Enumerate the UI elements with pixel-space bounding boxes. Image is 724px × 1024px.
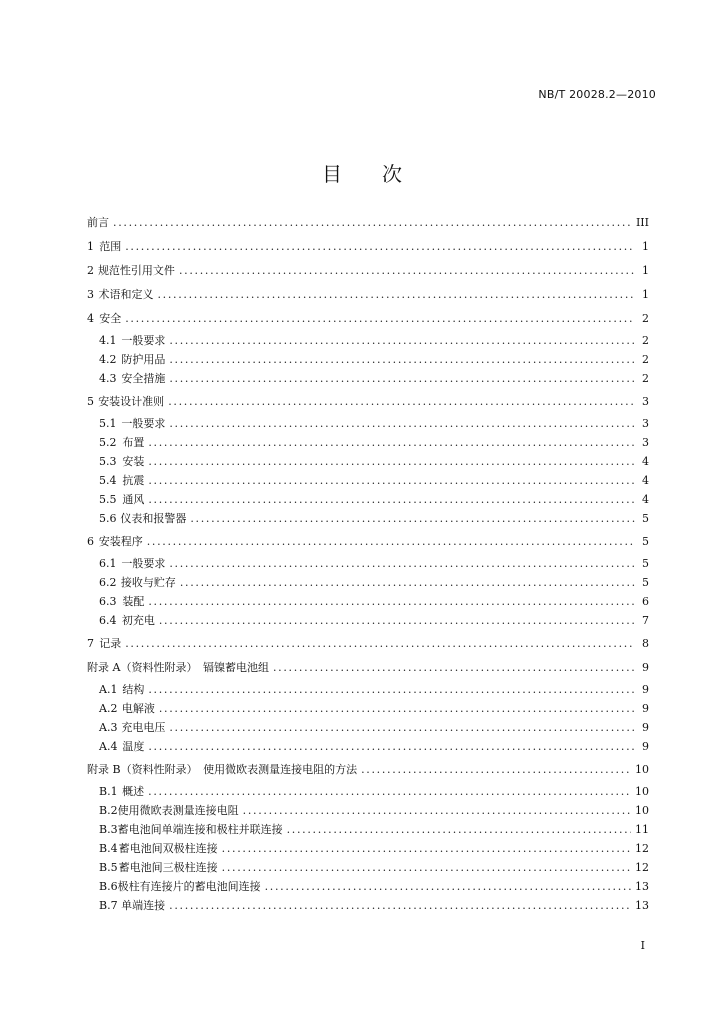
toc-leader-dots [168,393,635,411]
toc-entry[interactable] [87,533,649,551]
toc-entry-label: 安装程序 [98,535,143,548]
toc-entry[interactable] [87,612,649,630]
toc-entry-page: 13 [635,880,649,893]
toc-entry-label: 初充电 [121,614,155,627]
toc-leader-dots [169,332,635,350]
toc-entry[interactable] [87,719,649,737]
toc-entry-number: B.4 [99,842,118,855]
toc-leader-dots [169,897,631,915]
toc-leader-dots [148,472,635,490]
toc-leader-dots [113,214,632,232]
toc-leader-dots [148,453,635,471]
toc-entry-page: 13 [635,899,649,912]
toc-leader-dots [148,738,635,756]
toc-entry-number: 6.2 [99,576,117,589]
toc-entry-label: 单端连接 [121,899,166,912]
toc-entry[interactable] [87,555,649,573]
toc-entry-page: 3 [642,436,649,449]
toc-leader-dots [180,574,635,592]
toc-entry-page: 5 [642,512,649,525]
toc-entry-label: 术语和定义 [98,288,154,301]
toc-entry-page: 1 [642,264,649,277]
toc-entry-label: 防护用品 [121,353,166,366]
toc-entry-number: B.5 [99,861,118,874]
toc-entry[interactable] [87,491,649,509]
toc-entry[interactable] [87,840,649,858]
toc-entry-label: 安全 [99,312,122,325]
toc-leader-dots [125,310,635,328]
toc-entry-label: 接收与贮存 [120,576,176,589]
toc-entry-label: 规范性引用文件 [97,264,175,277]
toc-entry[interactable] [87,214,649,232]
toc-entry-number: B.1 [99,785,118,798]
toc-entry-label: 使用微欧表测量连接电阻 [117,804,239,817]
toc-entry-number: 4.1 [99,334,117,347]
toc-entry-label: 结构 [122,683,145,696]
toc-entry[interactable] [87,351,649,369]
toc-leader-dots [148,491,635,509]
toc-entry-page: 9 [642,661,649,674]
toc-entry[interactable] [87,262,649,280]
toc-entry[interactable] [87,783,649,801]
toc-entry-label: 极柱有连接片的蓄电池间连接 [117,880,261,893]
toc-entry-page: 12 [635,861,649,874]
toc-entry[interactable] [87,310,649,328]
toc-entry-page: 8 [642,637,649,650]
toc-leader-dots [159,612,635,630]
toc-entry[interactable] [87,635,649,653]
toc-entry-number: B.2 [99,804,118,817]
toc-entry-page: 5 [642,557,649,570]
toc-entry-label: 蓄电池间双极柱连接 [118,842,218,855]
toc-entry[interactable] [87,821,649,839]
toc-entry-page: 7 [642,614,649,627]
toc-entry-number: 5.5 [99,493,117,506]
toc-leader-dots [243,802,631,820]
toc-leader-dots [169,415,635,433]
toc-entry-number: 5.3 [99,455,117,468]
toc-leader-dots [265,878,631,896]
toc-entry-page: 6 [642,595,649,608]
toc-entry-number: 4.2 [99,353,117,366]
toc-entry-label: 记录 [99,637,122,650]
toc-leader-dots [148,783,631,801]
toc-entry[interactable] [87,700,649,718]
toc-entry[interactable] [87,453,649,471]
toc-entry[interactable] [87,802,649,820]
page-number: I [640,939,645,952]
toc-leader-dots [222,840,631,858]
toc-entry-page: 1 [642,240,649,253]
toc-entry-page: 10 [635,785,649,798]
toc-entry-label: 安全措施 [121,372,166,385]
toc-leader-dots [169,351,635,369]
page-title: 目 次 [322,162,402,186]
standard-code: NB/T 20028.2—2010 [538,88,656,101]
toc-entry-number: 4 [87,312,94,325]
toc-entry[interactable] [87,859,649,877]
toc-entry-label: 一般要求 [121,334,166,347]
toc-entry-number: 1 [87,240,94,253]
toc-leader-dots [148,681,635,699]
toc-entry[interactable] [87,897,649,915]
toc-entry-label: 附录 A（资料性附录） 镉镍蓄电池组 [87,661,269,674]
toc-entry[interactable] [87,681,649,699]
toc-entry-label: 装配 [122,595,145,608]
toc-entry[interactable] [87,761,649,779]
toc-entry-number: 5.6 [99,512,117,525]
toc-entry-number: 3 [87,288,94,301]
toc-entry-label: 前言 [87,216,109,229]
toc-leader-dots [169,719,635,737]
toc-entry-label: 抗震 [122,474,145,487]
toc-leader-dots [147,533,635,551]
toc-entry[interactable] [87,370,649,388]
toc-leader-dots [169,370,635,388]
toc-entry-page: 9 [642,721,649,734]
toc-entry-label: 通风 [122,493,145,506]
toc-entry-page: 4 [642,493,649,506]
toc-entry-number: 4.3 [99,372,117,385]
toc-entry-number: 5.4 [99,474,117,487]
toc-leader-dots [361,761,631,779]
toc-entry-number: 6 [87,535,94,548]
toc-leader-dots [159,700,635,718]
toc-entry-number: 5 [87,395,94,408]
toc-entry-page: 1 [642,288,649,301]
toc-leader-dots [222,859,631,877]
toc-entry-number: 7 [87,637,94,650]
toc-entry-number: 6.3 [99,595,117,608]
toc-leader-dots [287,821,631,839]
toc-leader-dots [273,659,635,677]
toc-entry-label: 附录 B（资料性附录） 使用微欧表测量连接电阻的方法 [87,763,358,776]
toc-leader-dots [190,510,635,528]
toc-entry-number: A.4 [99,740,118,753]
toc-entry-page: 2 [642,353,649,366]
toc-leader-dots [169,555,635,573]
toc-entry-page: 10 [635,763,649,776]
toc-entry[interactable] [87,659,649,677]
toc-entry-label: 一般要求 [121,417,166,430]
toc-entry-label: 安装设计准则 [98,395,165,408]
toc-entry-label: 一般要求 [121,557,166,570]
toc-entry-page: 10 [635,804,649,817]
toc-entry-label: 电解液 [121,702,155,715]
toc-entry-number: B.3 [99,823,118,836]
toc-entry-page: 3 [642,417,649,430]
toc-entry-page: 11 [635,823,649,836]
toc-entry-label: 蓄电池间三极柱连接 [118,861,218,874]
toc-entry-number: 5.1 [99,417,117,430]
toc-entry[interactable] [87,434,649,452]
toc-entry-number: 6.1 [99,557,117,570]
toc-entry-label: 概述 [122,785,145,798]
toc-entry-page: 5 [642,535,649,548]
toc-entry-label: 蓄电池间单端连接和极柱并联连接 [117,823,283,836]
toc-entry[interactable] [87,393,649,411]
toc-entry-page: 4 [642,474,649,487]
toc-entry-page: 9 [642,740,649,753]
toc-entry-number: 2 [87,264,94,277]
toc-entry-number: B.6 [99,880,118,893]
toc-entry[interactable] [87,574,649,592]
toc-entry-page: 2 [642,372,649,385]
toc-entry-number: 5.2 [99,436,117,449]
toc-entry[interactable] [87,415,649,433]
toc-entry[interactable] [87,510,649,528]
toc-entry-label: 仪表和报警器 [120,512,187,525]
toc-entry-label: 范围 [99,240,122,253]
toc-entry-page: III [635,216,649,229]
toc-entry[interactable] [87,593,649,611]
toc-entry-label: 布置 [122,436,145,449]
toc-entry-label: 温度 [122,740,145,753]
toc-entry-label: 安装 [122,455,145,468]
toc-entry[interactable] [87,738,649,756]
toc-entry-page: 9 [642,702,649,715]
toc-entry-number: B.7 [99,899,118,912]
toc-entry-page: 2 [642,312,649,325]
toc-entry[interactable] [87,286,649,304]
toc-entry[interactable] [87,238,649,256]
toc-entry-number: A.2 [99,702,118,715]
toc-entry[interactable] [87,332,649,350]
toc-entry-label: 充电电压 [121,721,166,734]
toc-leader-dots [179,262,635,280]
toc-leader-dots [148,593,635,611]
toc-entry[interactable] [87,878,649,896]
toc-entry-number: A.1 [99,683,118,696]
toc-entry-page: 3 [642,395,649,408]
toc-entry-page: 5 [642,576,649,589]
toc-entry[interactable] [87,472,649,490]
toc-entry-page: 2 [642,334,649,347]
toc-entry-page: 9 [642,683,649,696]
toc-leader-dots [157,286,635,304]
toc-entry-page: 12 [635,842,649,855]
toc-leader-dots [125,238,635,256]
toc-entry-number: A.3 [99,721,118,734]
toc-entry-number: 6.4 [99,614,117,627]
toc-entry-page: 4 [642,455,649,468]
toc-leader-dots [148,434,635,452]
toc-leader-dots [125,635,635,653]
